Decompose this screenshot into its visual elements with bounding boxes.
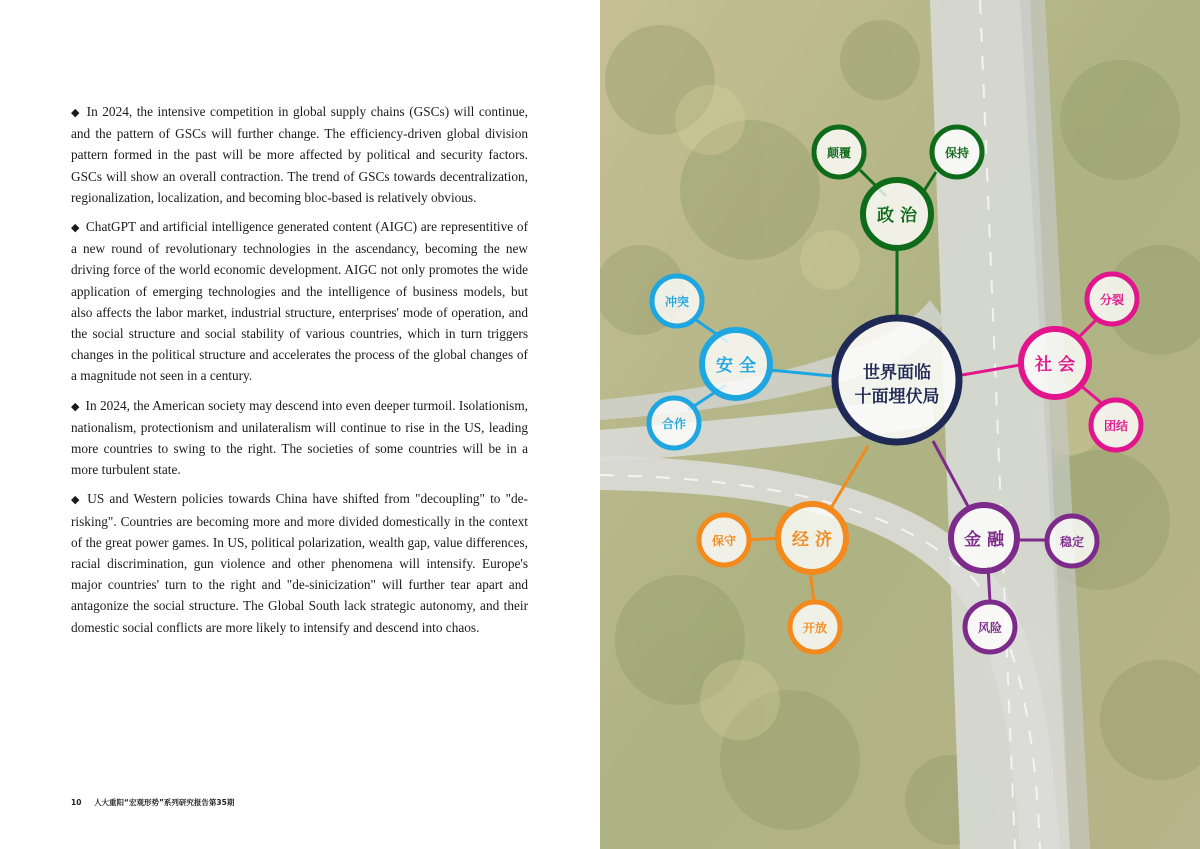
svg-text:团结: 团结 xyxy=(1103,419,1129,433)
paragraph-aigc: ◆ ChatGPT and artificial intelligence generated content (AIGC) are representitive of a new round of revolutionary technologies in the ascendancy, becoming the new driving force of the world economic development. AIGC not only promotes the wide application of emerging technologies and the intelligence of business models, but also affects the labor market, industrial structure, enterprises' mode of operation, and the social structure and social stability of various countries, which in turn triggers changes in the political structure and accelerates the process of the global changes of a magnitude not seen in a century. xyxy=(71,219,528,384)
line-society-bottom xyxy=(1080,385,1104,405)
svg-text:开放: 开放 xyxy=(802,621,828,635)
footer-text: 人大重阳“宏观形势”系列研究报告第35期 xyxy=(94,798,235,807)
node-politics-subvert xyxy=(814,127,864,177)
paragraph-supply-chains: ◆ In 2024, the intensive competition in global supply chains (GSCs) will continue, and the pattern of GSCs will further change. The efficiency-driven global division pattern formed in the past will be more affected by political and security factors. GSCs will show an overall contraction. The trend of GSCs towards decentralization, regionalization, localization, and becoming bloc-based is relatively obvious. xyxy=(71,104,528,205)
svg-text:颠覆: 颠覆 xyxy=(826,146,852,160)
node-security xyxy=(702,330,770,398)
node-security-conflict xyxy=(652,276,702,326)
svg-text:冲突: 冲突 xyxy=(664,295,690,309)
line-economy-center xyxy=(828,446,868,513)
svg-text:安 全: 安 全 xyxy=(716,356,756,376)
diamond-bullet-icon: ◆ xyxy=(71,493,82,507)
svg-text:稳定: 稳定 xyxy=(1059,535,1085,549)
node-economy-open xyxy=(790,602,840,652)
svg-text:保守: 保守 xyxy=(711,534,737,548)
line-security-center xyxy=(770,370,832,376)
svg-text:保持: 保持 xyxy=(944,146,970,160)
diamond-bullet-icon: ◆ xyxy=(71,221,80,235)
diamond-bullet-icon: ◆ xyxy=(71,399,80,413)
diamond-bullet-icon: ◆ xyxy=(71,106,81,119)
body-text xyxy=(71,101,528,646)
center-line-1: 世界面临 xyxy=(863,363,931,383)
svg-text:政 治: 政 治 xyxy=(877,206,917,226)
line-finance-center xyxy=(933,441,970,510)
svg-text:分裂: 分裂 xyxy=(1099,293,1125,307)
node-finance xyxy=(951,505,1017,571)
center-line-2: 十面埋伏局 xyxy=(854,387,940,407)
node-society-unity xyxy=(1091,400,1141,450)
node-society-split xyxy=(1087,274,1137,324)
center-node xyxy=(835,318,959,442)
node-finance-stable xyxy=(1047,516,1097,566)
node-economy-conservative xyxy=(699,515,749,565)
node-politics xyxy=(863,180,931,248)
node-economy xyxy=(778,504,846,572)
line-society-center xyxy=(962,365,1020,375)
svg-text:合作: 合作 xyxy=(661,417,687,431)
page-number: 10 xyxy=(71,798,82,807)
page-footer xyxy=(71,797,234,808)
mind-map xyxy=(600,0,1200,849)
svg-text:金 融: 金 融 xyxy=(964,530,1004,550)
paragraph-china-policy: ◆ US and Western policies towards China have shifted from "decoupling" to "de-risking". Countries are becoming more and more divided domestically in the context of the great power games. In US, political polarization, wealth gap, value differences, racial discrimination, gun violence and other phenomena will intensify. Europe's major countries' turn to the right and "de-sinicization" will further tear apart and antagonize the social structure. The Global South lack strategic autonomy, and their domestic social conflicts are more likely to intensify and descend into chaos. xyxy=(71,491,528,635)
node-society xyxy=(1021,329,1089,397)
node-finance-risk xyxy=(965,602,1015,652)
svg-text:社 会: 社 会 xyxy=(1035,355,1075,375)
svg-text:经 济: 经 济 xyxy=(792,530,832,550)
right-page xyxy=(600,0,1200,849)
paragraph-american-society: ◆ In 2024, the American society may descend into even deeper turmoil. Isolationism, nationalism, protectionism and unilateralism will continue to rise in the US, leading more countries to swing to the right. The societies of some countries will be in a more turbulent state. xyxy=(71,397,528,478)
node-politics-maintain xyxy=(932,127,982,177)
svg-text:风险: 风险 xyxy=(977,621,1003,635)
node-security-cooperation xyxy=(649,398,699,448)
